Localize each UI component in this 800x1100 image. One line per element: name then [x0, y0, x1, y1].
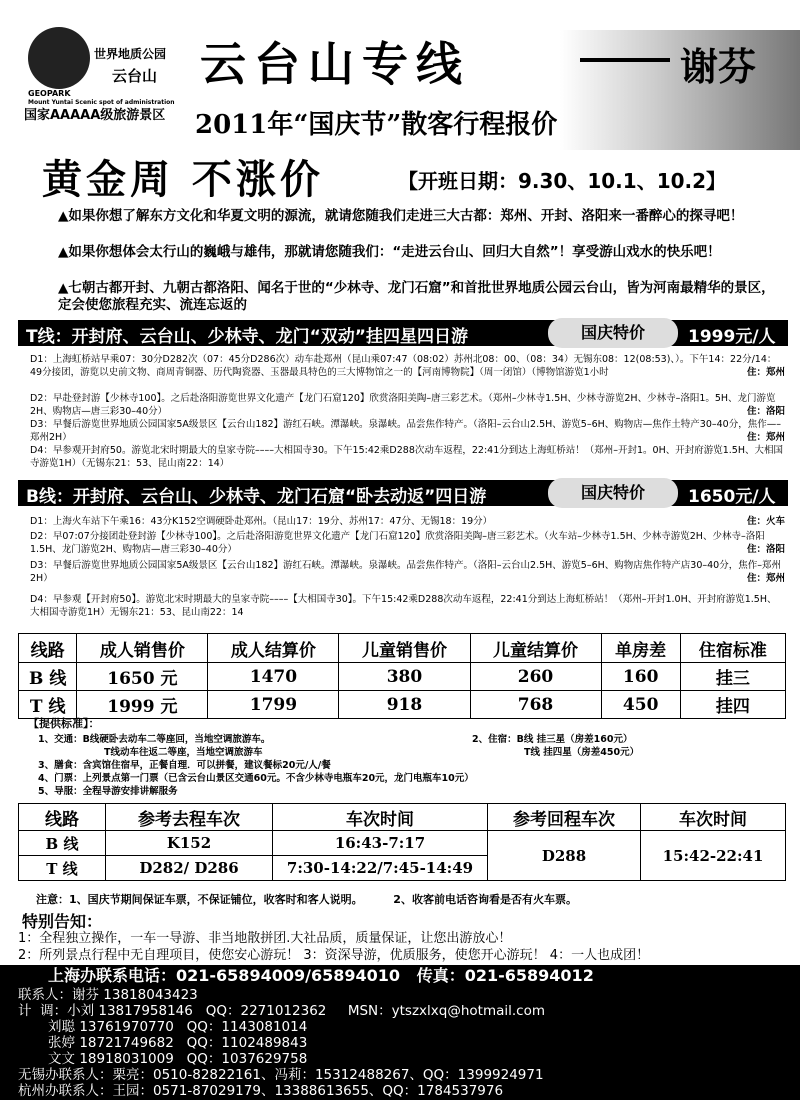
table-cell: 16:43-7:17 [273, 831, 488, 856]
standards-hotel-t: T线 挂四星（房差450元） [524, 747, 640, 758]
intro-paragraph: ▲如果你想了解东方文化和华夏文明的源流，就请您随我们走进三大古都：郑州、开封、洛阳来一番醉心的探寻吧！ [58, 208, 744, 224]
standards-item: 5、导服：全程导游安排讲解服务 [38, 786, 178, 797]
itinerary-day: D2：早赴登封游【少林寺100】。之后赴洛阳游览世界文化遗产【龙门石窟120】欣赏洛阳美陶–唐三彩艺术。（郑州–少林寺1.5H、少林寺游览2H、少林寺–洛阳1。5H、龙门游览2H、购物店—唐三彩30–40分） 住：洛阳 [30, 393, 785, 417]
scenic-level-label: 国家AAAAA级旅游景区 [24, 108, 166, 123]
table-header-cell: 儿童销售价 [339, 634, 470, 663]
itinerary-day: D2：早07:07分接团赴登封游【少林寺100】。之后赴洛阳游览世界文化遗产【龙门石窟120】欣赏洛阳美陶–唐三彩艺术。（火车站–少林寺1.5H、少林寺游览2H、少林寺–洛阳1.5H、龙门游览2H、购物店—唐三彩30–40分） 住：洛阳 [30, 531, 785, 555]
table-cell: 1999 元 [77, 691, 208, 719]
table-header-row [19, 634, 786, 663]
table-header-cell: 单房差 [601, 634, 680, 663]
table-cell: 260 [470, 663, 601, 691]
route-b-special-tag: 国庆特价 [548, 478, 678, 508]
table-header-cell: 成人结算价 [208, 634, 339, 663]
intro-paragraph: ▲七朝古都开封、九朝古都洛阳、闻名于世的“少林寺、龙门石窟”和首批世界地质公园云台山，皆为河南最精华的景区，定会使您旅程充实、流连忘返的 [58, 280, 775, 313]
itinerary-day: D1：上海火车站下午乘16：43分K152空调硬卧赴郑州。（昆山17：19分、苏州17：47分、无锡18：19分） 住：火车 [30, 516, 785, 527]
table-header-cell: 线路 [19, 804, 106, 831]
table-cell: 380 [339, 663, 470, 691]
price-table [18, 633, 786, 719]
table-cell: 1470 [208, 663, 339, 691]
table-cell: B 线 [19, 831, 106, 856]
hangzhou-office: 杭州办联系人：王园：0571-87029179、13388613655、QQ：1784537976 [18, 1083, 504, 1099]
standards-item: 4、门票：上列景点第一门票（已含云台山景区交通60元。不含少林寺电瓶车20元，龙门电瓶车10元） [38, 773, 474, 784]
standards-hotel: 2、住宿：B线 挂三星（房差160元） [472, 734, 633, 745]
table-header-cell: 儿童结算价 [470, 634, 601, 663]
promo-slogan: 黄金周 不涨价 [42, 156, 324, 203]
departure-dates: 【开班日期：9.30、10.1、10.2】 [398, 169, 727, 193]
table-cell: 450 [601, 691, 680, 719]
table-row [19, 663, 786, 691]
office-phone-line: 上海办联系电话：021-65894009/65894010 传真：021-65894012 [48, 966, 594, 985]
stay-location: 住：洛阳 [746, 406, 785, 417]
planner-row: 张婷 18721749682 QQ：1102489843 [18, 1035, 308, 1051]
page-title: 云台山专线 [200, 37, 470, 91]
notice-line: 1：全程独立操作，一车一导游、非当地散拼团.大社品质，质量保证，让您出游放心！ [18, 931, 512, 946]
train-table [18, 803, 786, 881]
table-cell: B 线 [19, 663, 77, 691]
itinerary-day: D4：早参观【开封府50】。游览北宋时期最大的皇家寺院––––【大相国寺30】。下午15:42乘D288次动车返程，22:41分到达上海虹桥站！（郑州–开封1.0H、开封府游览1.5H、大相国寺游览1H）无锡东21：53、昆山南22：14 [30, 594, 777, 618]
stay-location: 住：郑州 [746, 573, 785, 584]
wuxi-office: 无锡办联系人：栗亮：0510-82822161、冯莉：15312488267、QQ：1399924971 [18, 1067, 544, 1083]
itinerary-day: D3：早餐后游览世界地质公园国家5A级景区【云台山182】游红石峡。潭瀑峡。泉瀑峡。品尝焦作特产。（洛阳–云台山2.5H、游览5–6H、购物店焦作特产店30–40分，焦作–郑州2H） 住：郑州 [30, 560, 785, 584]
table-cell: 1799 [208, 691, 339, 719]
table-cell: 160 [601, 663, 680, 691]
stay-location: 住：洛阳 [746, 544, 785, 555]
table-cell: 挂三 [680, 663, 785, 691]
intro-paragraph: ▲如果你想体会太行山的巍峨与雄伟，那就请您随我们：“走进云台山、回归大自然”！享受游山戏水的快乐吧！ [58, 244, 721, 260]
stay-location: 住：火车 [746, 516, 785, 527]
contact-person: 联系人：谢芬 13818043423 [18, 987, 198, 1003]
itinerary-day: D4：早参观开封府50。游览北宋时期最大的皇家寺院––––大相国寺30。下午15:42乘D288次动车返程，22:41分到达上海虹桥站！（郑州–开封1。0H、开封府游览1.5H、大相国寺游览1H）（无锡东21：53、昆山南22：14） [30, 445, 783, 469]
sender-name: 谢芬 [680, 44, 757, 89]
table-cell: K152 [106, 831, 273, 856]
standards-item: 1、交通：B线硬卧去动车二等座回，当地空调旅游车。 [38, 734, 271, 745]
standards-title: 【提供标准】： [28, 717, 100, 730]
route-t-special-tag: 国庆特价 [548, 318, 678, 348]
table-header-cell: 参考去程车次 [106, 804, 273, 831]
table-cell: 15:42-22:41 [641, 831, 786, 881]
route-b-banner [18, 480, 788, 506]
stay-location: 住：郑州 [746, 367, 785, 378]
standards-item: T线动车往返二等座，当地空调旅游车 [104, 747, 263, 758]
stay-location: 住：郑州 [746, 432, 785, 443]
table-cell: T 线 [19, 856, 106, 881]
planner-row: 计 调：小刘 13817958146 QQ：2271012362 MSN：ytszxlxq@hotmail.com [18, 1003, 546, 1019]
table-row [19, 691, 786, 719]
notice-title: 特别告知： [22, 912, 103, 931]
table-row [19, 831, 786, 856]
table-cell: D288 [488, 831, 641, 881]
table-cell: 挂四 [680, 691, 785, 719]
table-header-cell: 参考回程车次 [488, 804, 641, 831]
logo-en-title: GEOPARK [28, 89, 71, 98]
route-t-title: T线：开封府、云台山、少林寺、龙门“双动”挂四星四日游 [26, 327, 468, 347]
note-line: 注意：1、国庆节期间保证车票，不保证铺位，收客时和客人说明。 2、收客前电话咨询看是否有火车票。 [36, 893, 577, 906]
planner-row: 文文 18918031009 QQ：1037629758 [18, 1051, 308, 1067]
route-t-price: 1999元/人 [688, 327, 776, 347]
standards-item: 3、膳食：含宾馆住宿早，正餐自理．可以拼餐，建议餐标20元/人/餐 [38, 760, 331, 771]
table-header-row [19, 804, 786, 831]
itinerary-day: D1：上海虹桥站早乘07：30分D282次（07：45分D286次）动车赴郑州（昆山乘07:47（08:02）苏州北08：00、（08：34）无锡东08：12(08:53)、）。下午14：22分/14：49分接团，游览以史前文物、商周青铜器、历代陶瓷器、玉器最具特色的三大博物馆之一的【河南博物院】（周一闭馆）（博物馆游览1小时 住：郑州 [30, 354, 785, 378]
logo-top-text: 世界地质公园 [94, 47, 167, 61]
title-dash [580, 58, 670, 62]
table-cell: T 线 [19, 691, 77, 719]
contact-panel [0, 965, 800, 1100]
table-cell: 1650 元 [77, 663, 208, 691]
route-t-banner [18, 320, 788, 346]
planner-row: 刘聪 13761970770 QQ：1143081014 [18, 1019, 308, 1035]
itinerary-day: D3：早餐后游览世界地质公园国家5A级景区【云台山182】游红石峡。潭瀑峡。泉瀑峡。品尝焦作特产。（洛阳–云台山2.5H、游览5–6H、购物店—焦作土特产30–40分，焦作—–郑州2H） 住：郑州 [30, 419, 785, 443]
table-cell: 918 [339, 691, 470, 719]
table-cell: 768 [470, 691, 601, 719]
table-header-cell: 车次时间 [641, 804, 786, 831]
notice-line: 2：所列景点行程中无自理项目，使您安心游玩！ 3：资深导游，优质服务，使您开心游玩！ 4：一人也成团！ [18, 948, 650, 963]
logo-emblem [28, 27, 90, 89]
route-b-title: B线：开封府、云台山、少林寺、龙门石窟“卧去动返”四日游 [26, 487, 487, 507]
logo-name: 云台山 [112, 67, 158, 85]
route-b-price: 1650元/人 [688, 487, 776, 507]
page-subtitle: 2011年“国庆节”散客行程报价 [195, 110, 558, 140]
logo-en-sub: Mount Yuntai Scenic spot of administration [28, 99, 175, 106]
table-header-cell: 成人销售价 [77, 634, 208, 663]
table-cell: 7:30-14:22/7:45-14:49 [273, 856, 488, 881]
table-header-cell: 车次时间 [273, 804, 488, 831]
table-header-cell: 线路 [19, 634, 77, 663]
table-header-cell: 住宿标准 [680, 634, 785, 663]
table-cell: D282/ D286 [106, 856, 273, 881]
geopark-logo [28, 27, 188, 106]
